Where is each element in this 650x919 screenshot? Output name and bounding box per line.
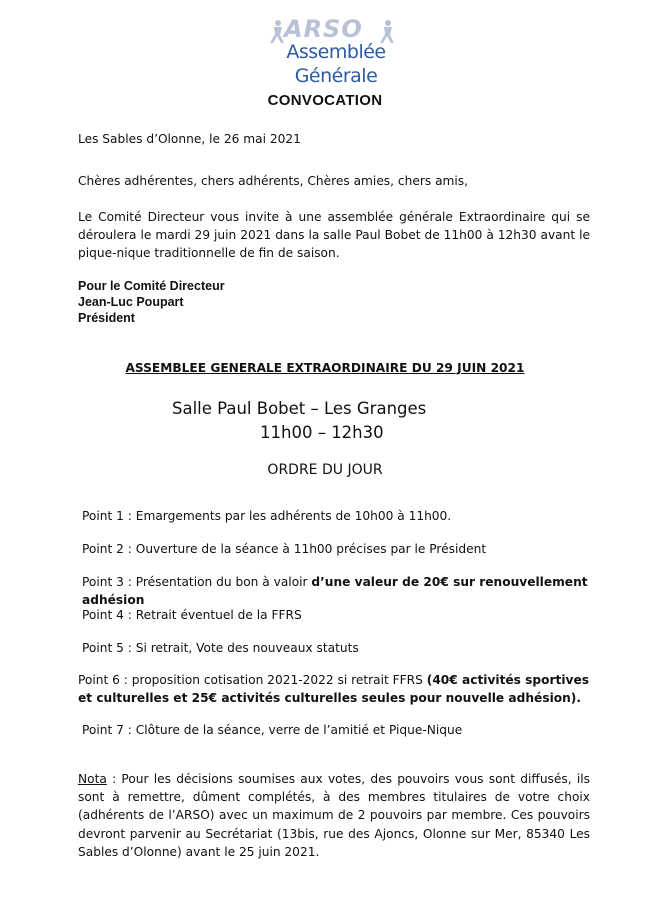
intro-paragraph: Le Comité Directeur vous invite à une assemblée générale Extraordinaire qui se déroulera le mardi 29 juin 2021 dans la salle Paul Bobet de 11h00 à 12h30 avant le pique-nique traditionnelle de fin de saison.: [78, 210, 590, 260]
nota-label: Nota: [78, 772, 107, 786]
agenda-point-4: Point 4 : Retrait éventuel de la FFRS: [82, 608, 302, 622]
agenda-point-6-text: Point 6 : proposition cotisation 2021-2022 si retrait FFRS: [78, 673, 427, 687]
agenda-point-3-text: Point 3 : Présentation du bon à valoir: [82, 575, 312, 589]
agenda-point-5: Point 5 : Si retrait, Vote des nouveaux statuts: [82, 641, 359, 655]
agenda-point-7: Point 7 : Clôture de la séance, verre de l’amitié et Pique-Nique: [82, 723, 463, 737]
meeting-hours: 11h00 – 12h30: [260, 423, 384, 442]
agenda-point-6: [78, 671, 590, 707]
arso-logo: [246, 15, 426, 87]
nota-paragraph: [78, 770, 590, 861]
ag-heading: ASSEMBLEE GENERALE EXTRAORDINAIRE DU 29 JUIN 2021: [125, 361, 525, 375]
agenda-point-6-bold: (40€ activités sportives et culturelles et 25€ activités culturelles seules pour nouvelle adhésion).: [78, 673, 589, 705]
greeting: Chères adhérentes, chers adhérents, Chères amies, chers amis,: [78, 174, 469, 188]
meeting-place: Salle Paul Bobet – Les Granges: [172, 399, 427, 418]
document-title: CONVOCATION: [267, 92, 383, 109]
date-line: Les Sables d’Olonne, le 26 mai 2021: [78, 132, 301, 146]
signature-line-1: Pour le Comité Directeur: [78, 279, 225, 293]
logo-subtitle: Assemblée Générale: [286, 41, 386, 87]
signature-name: Jean-Luc Poupart: [78, 295, 184, 309]
agenda-point-2: Point 2 : Ouverture de la séance à 11h00 précises par le Président: [82, 542, 487, 556]
agenda-title: ORDRE DU JOUR: [267, 462, 383, 478]
agenda-point-3-bold: d’une valeur de 20€ sur renouvellement adhésion: [82, 575, 588, 607]
logo-mark: ARSO: [284, 15, 363, 43]
signature-role: Président: [78, 311, 135, 325]
agenda-point-1: Point 1 : Emargements par les adhérents de 10h00 à 11h00.: [82, 509, 452, 523]
agenda-point-3: [82, 573, 592, 609]
nota-text: : Pour les décisions soumises aux votes, des pouvoirs vous sont diffusés, ils sont à remettre, dûment complétés, à des membres titulaires de votre choix (adhérents de l’ARSO) avec un maximum de 2 pouvoirs par membre. Ces pouvoirs devront parvenir au Secrétariat (13bis, rue des Ajoncs, Olonne sur Mer, 85340 Les Sables d’Olonne) avant le 25 juin 2021.: [78, 772, 590, 859]
